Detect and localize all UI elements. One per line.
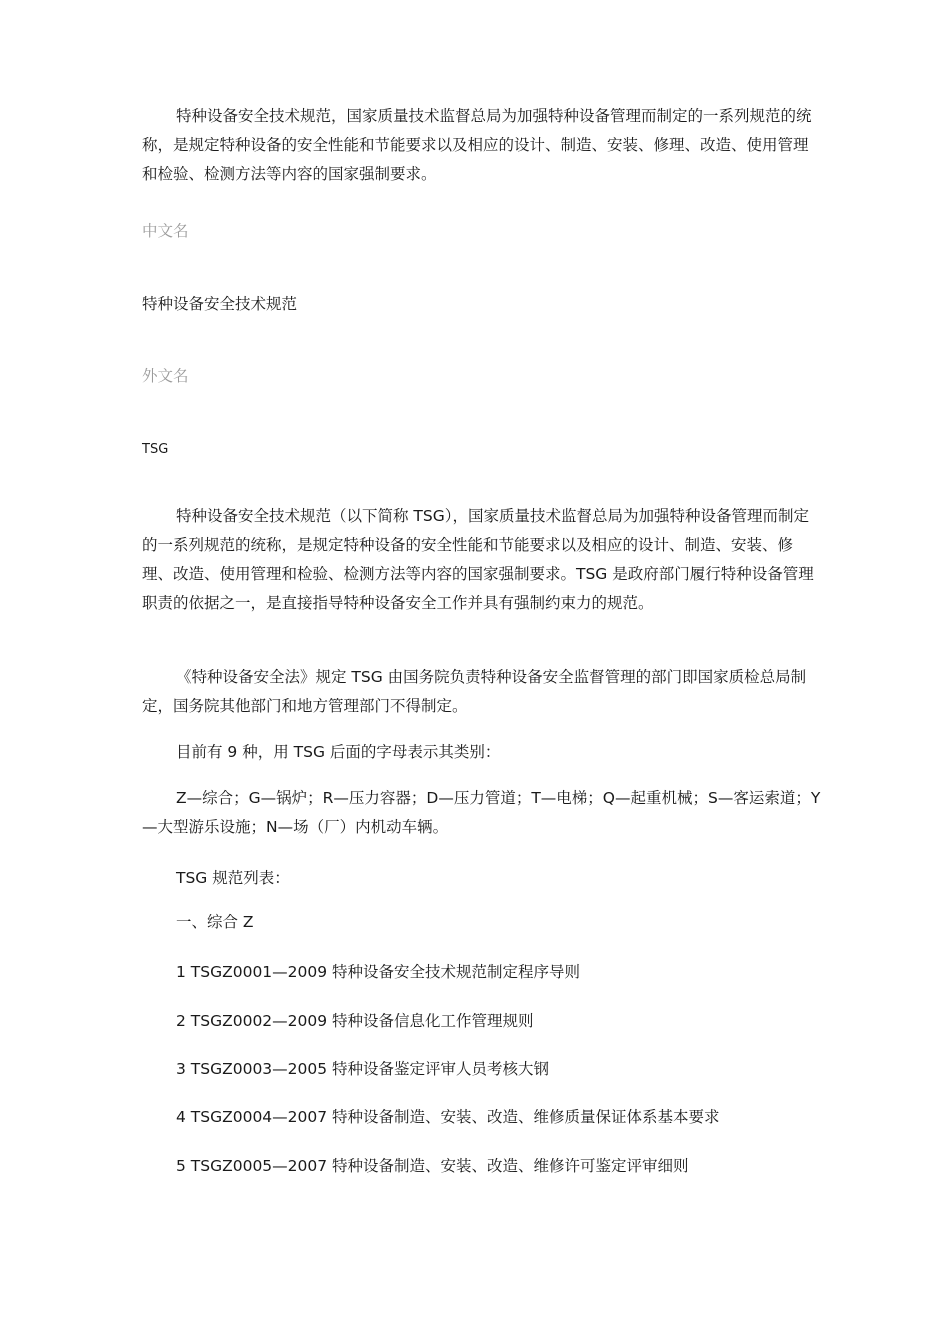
- intro-paragraph: 特种设备安全技术规范，国家质量技术监督总局为加强特种设备管理而制定的一系列规范的统称，是规定特种设备的安全性能和节能要求以及相应的设计、制造、安装、修理、改造、使用管理和检验、检测方法等内容的国家强制要求。: [142, 107, 812, 183]
- body-paragraph-count: 目前有 9 种，用 TSG 后面的字母表示其类别：: [176, 743, 501, 761]
- section-title: 一、综合 Z: [176, 913, 254, 931]
- chinese-name-value: 特种设备安全技术规范: [142, 295, 298, 313]
- body-paragraph-categories: Z—综合；G—锅炉；R—压力容器；D—压力管道；T—电梯；Q—起重机械；S—客运索道；Y—大型游乐设施；N—场（厂）内机动车辆。: [142, 789, 821, 836]
- chinese-name-label: 中文名: [142, 222, 189, 240]
- list-item: 1 TSGZ0001—2009 特种设备安全技术规范制定程序导则: [176, 963, 581, 981]
- list-item: 5 TSGZ0005—2007 特种设备制造、安装、改造、维修许可鉴定评审细则: [176, 1157, 689, 1175]
- list-item: 3 TSGZ0003—2005 特种设备鉴定评审人员考核大钢: [176, 1060, 550, 1078]
- body-paragraph-law: 《特种设备安全法》规定 TSG 由国务院负责特种设备安全监督管理的部门即国家质检总局制定，国务院其他部门和地方管理部门不得制定。: [142, 668, 807, 715]
- body-paragraph-overview: 特种设备安全技术规范（以下简称 TSG），国家质量技术监督总局为加强特种设备管理而制定的一系列规范的统称，是规定特种设备的安全性能和节能要求以及相应的设计、制造、安装、修理、改造、使用管理和检验、检测方法等内容的国家强制要求。TSG 是政府部门履行特种设备管理职责的依据之一，是直接指导特种设备安全工作并具有强制约束力的规范。: [142, 507, 814, 612]
- list-title: TSG 规范列表：: [176, 869, 290, 887]
- list-item: 4 TSGZ0004—2007 特种设备制造、安装、改造、维修质量保证体系基本要求: [176, 1108, 720, 1126]
- foreign-name-value: TSG: [142, 442, 169, 457]
- list-item: 2 TSGZ0002—2009 特种设备信息化工作管理规则: [176, 1012, 534, 1030]
- foreign-name-label: 外文名: [142, 367, 189, 385]
